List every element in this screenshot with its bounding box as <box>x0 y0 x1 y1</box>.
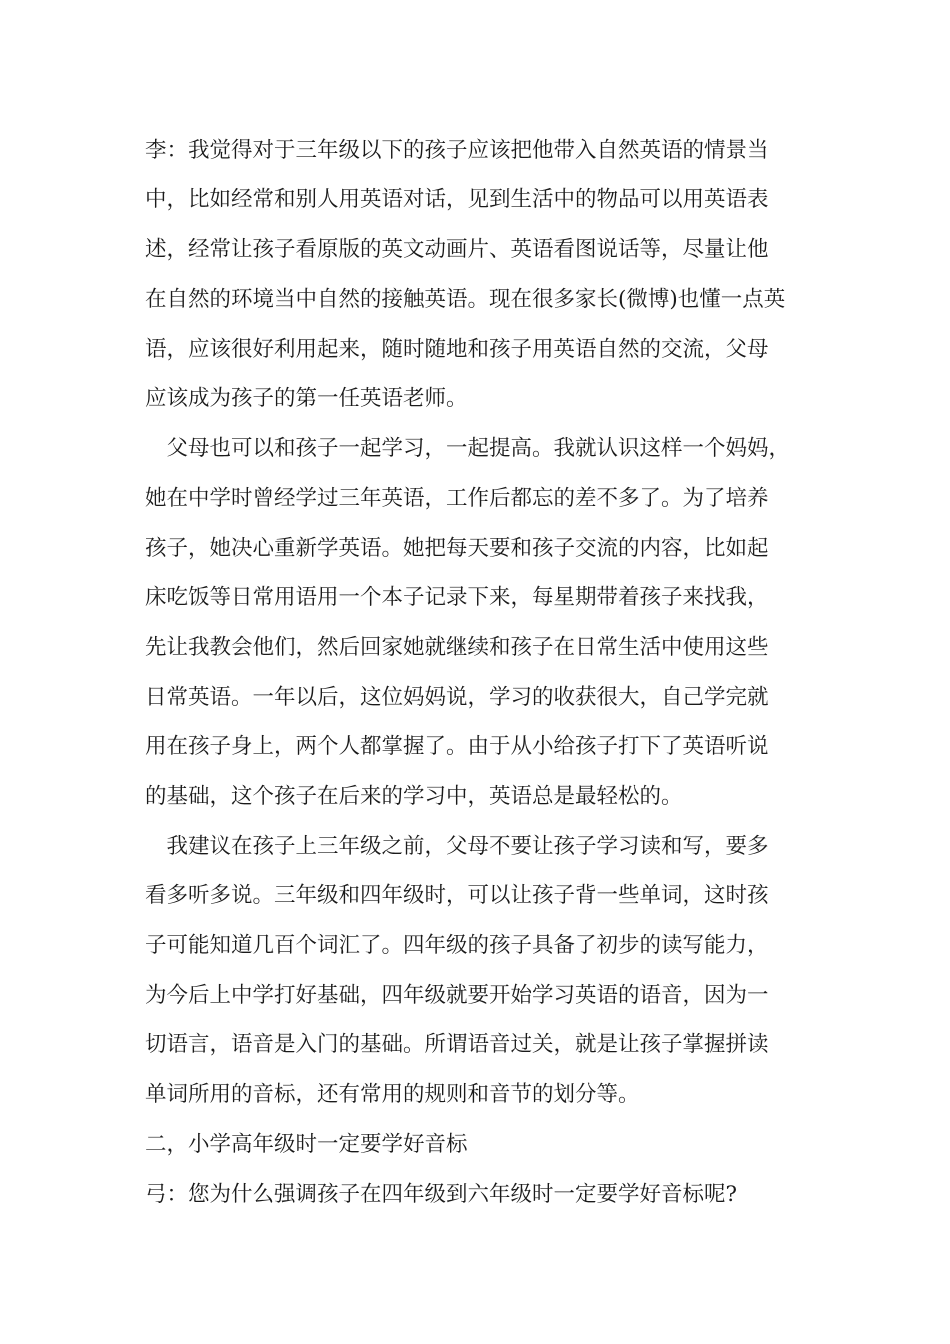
text-line: 切语言，语音是入门的基础。所谓语音过关，就是让孩子掌握拼读 <box>145 1032 769 1057</box>
text-line: 床吃饭等日常用语用一个本子记录下来，每星期带着孩子来找我， <box>145 585 769 610</box>
section-heading: 二，小学高年级时一定要学好音标 <box>145 1132 468 1157</box>
text-line: 子可能知道几百个词汇了。四年级的孩子具备了初步的读写能力， <box>145 933 769 958</box>
text-line: 为今后上中学打好基础，四年级就要开始学习英语的语音，因为一 <box>145 983 769 1008</box>
text-line: 用在孩子身上，两个人都掌握了。由于从小给孩子打下了英语听说 <box>145 734 769 759</box>
text-line: 中，比如经常和别人用英语对话，见到生活中的物品可以用英语表 <box>145 187 769 212</box>
text-line: 日常英语。一年以后，这位妈妈说，学习的收获很大，自己学完就 <box>145 685 769 710</box>
text-line: 先让我教会他们，然后回家她就继续和孩子在日常生活中使用这些 <box>145 635 769 660</box>
text-line: 孩子，她决心重新学英语。她把每天要和孩子交流的内容，比如起 <box>145 536 769 561</box>
text-line: 述，经常让孩子看原版的英文动画片、英语看图说话等，尽量让他 <box>145 237 769 262</box>
text-line: 父母也可以和孩子一起学习，一起提高。我就认识这样一个妈妈， <box>145 436 791 461</box>
text-line: 我建议在孩子上三年级之前，父母不要让孩子学习读和写，要多 <box>145 834 769 859</box>
text-line: 看多听多说。三年级和四年级时，可以让孩子背一些单词，这时孩 <box>145 883 769 908</box>
text-line: 弓：您为什么强调孩子在四年级到六年级时一定要学好音标呢? <box>145 1182 738 1207</box>
text-line: 她在中学时曾经学过三年英语，工作后都忘的差不多了。为了培养 <box>145 486 769 511</box>
text-line: 单词所用的音标，还有常用的规则和音节的划分等。 <box>145 1082 640 1107</box>
text-line: 在自然的环境当中自然的接触英语。现在很多家长(微博)也懂一点英 <box>145 287 786 312</box>
text-line: 的基础，这个孩子在后来的学习中，英语总是最轻松的。 <box>145 784 683 809</box>
text-line: 李：我觉得对于三年级以下的孩子应该把他带入自然英语的情景当 <box>145 138 769 163</box>
text-line: 语，应该很好利用起来，随时随地和孩子用英语自然的交流，父母 <box>145 337 769 362</box>
text-line: 应该成为孩子的第一任英语老师。 <box>145 386 468 411</box>
